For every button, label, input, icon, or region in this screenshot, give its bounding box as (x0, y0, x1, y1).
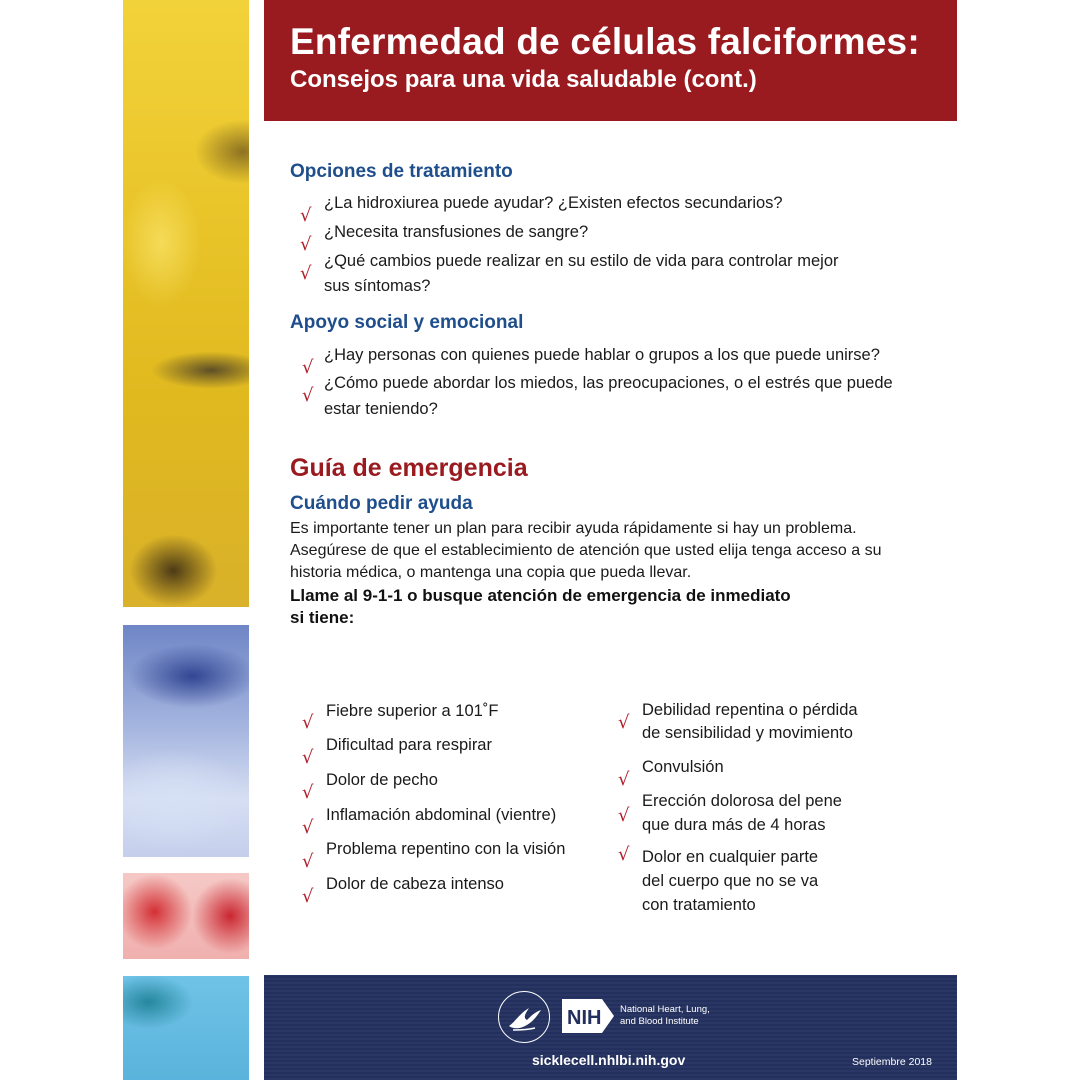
footer-banner (264, 975, 957, 1080)
emergency-symptom-item: Dolor de pecho (326, 771, 438, 789)
section-heading-support: Apoyo social y emocional (290, 312, 524, 333)
website-url: sicklecell.nhlbi.nih.gov (532, 1052, 686, 1068)
section-heading-emergency: Guía de emergencia (290, 454, 528, 482)
emergency-symptom-item-continued: con tratamiento (642, 896, 756, 914)
checkmark-icon: √ (302, 817, 314, 838)
decorative-image-red-cells (123, 873, 249, 959)
support-item-continued: estar teniendo? (324, 400, 438, 418)
emergency-symptom-item: Debilidad repentina o pérdida (642, 701, 858, 719)
header-banner (264, 0, 957, 121)
emergency-symptom-item: Erección dolorosa del pene (642, 792, 842, 810)
page-title: Enfermedad de células falciformes: (290, 21, 920, 62)
eagle-icon (505, 1000, 545, 1036)
paragraph-line: historia médica, o mantenga una copia que pueda llevar. (290, 564, 692, 581)
checkmark-icon: √ (302, 886, 314, 907)
checkmark-icon: √ (302, 782, 314, 803)
checkmark-icon: √ (302, 357, 314, 378)
page-subtitle: Consejos para una vida saludable (cont.) (290, 66, 757, 93)
checkmark-icon: √ (618, 805, 630, 826)
treatment-item: ¿Necesita transfusiones de sangre? (324, 223, 589, 241)
paragraph-line: Asegúrese de que el establecimiento de atención que usted elija tenga acceso a su (290, 542, 882, 559)
emergency-symptom-item: Inflamación abdominal (vientre) (326, 806, 557, 824)
checkmark-icon: √ (300, 234, 312, 255)
call-911-line: Llame al 9-1-1 o busque atención de emergencia de inmediato (290, 586, 791, 605)
checkmark-icon: √ (302, 851, 314, 872)
nih-logo-icon (562, 999, 614, 1033)
emergency-symptom-item-continued: que dura más de 4 horas (642, 816, 826, 834)
support-item: ¿Cómo puede abordar los miedos, las preocupaciones, o el estrés que puede (324, 374, 893, 392)
nih-logo-text: NIH (567, 1007, 602, 1029)
treatment-item: ¿Qué cambios puede realizar en su estilo de vida para controlar mejor (324, 252, 839, 270)
call-911-line: si tiene: (290, 608, 355, 627)
nih-name-line: and Blood Institute (620, 1016, 699, 1027)
emergency-symptom-item: Convulsión (642, 758, 724, 776)
nih-name-line: National Heart, Lung, (620, 1004, 710, 1015)
checkmark-icon: √ (618, 844, 630, 865)
decorative-image-yellow-cells (123, 0, 249, 607)
support-item: ¿Hay personas con quienes puede hablar o grupos a los que puede unirse? (324, 346, 880, 364)
checkmark-icon: √ (300, 263, 312, 284)
checkmark-icon: √ (302, 385, 314, 406)
emergency-subheading: Cuándo pedir ayuda (290, 493, 473, 514)
section-heading-treatment: Opciones de tratamiento (290, 161, 513, 182)
emergency-symptom-item: Dolor de cabeza intenso (326, 875, 504, 893)
emergency-symptom-item: Problema repentino con la visión (326, 840, 566, 858)
treatment-item: ¿La hidroxiurea puede ayudar? ¿Existen efectos secundarios? (324, 194, 783, 212)
call-911-notice (290, 585, 850, 629)
emergency-symptom-item-continued: del cuerpo que no se va (642, 872, 819, 890)
decorative-image-cyan-cells (123, 976, 249, 1080)
emergency-symptom-item: Fiebre superior a 101˚F (326, 702, 499, 720)
treatment-item-continued: sus síntomas? (324, 277, 431, 295)
emergency-symptom-item: Dolor en cualquier parte (642, 848, 819, 866)
checkmark-icon: √ (618, 712, 630, 733)
emergency-paragraph (290, 518, 930, 584)
emergency-symptom-item-continued: de sensibilidad y movimiento (642, 724, 853, 742)
checkmark-icon: √ (302, 747, 314, 768)
emergency-symptom-item: Dificultad para respirar (326, 736, 492, 754)
checkmark-icon: √ (618, 769, 630, 790)
nih-institute-name (620, 1004, 740, 1028)
publication-date: Septiembre 2018 (852, 1056, 932, 1068)
decorative-image-blue-cells (123, 625, 249, 857)
paragraph-line: Es importante tener un plan para recibir ayuda rápidamente si hay un problema. (290, 520, 857, 537)
checkmark-icon: √ (302, 712, 314, 733)
hhs-seal-icon (498, 991, 550, 1043)
checkmark-icon: √ (300, 205, 312, 226)
